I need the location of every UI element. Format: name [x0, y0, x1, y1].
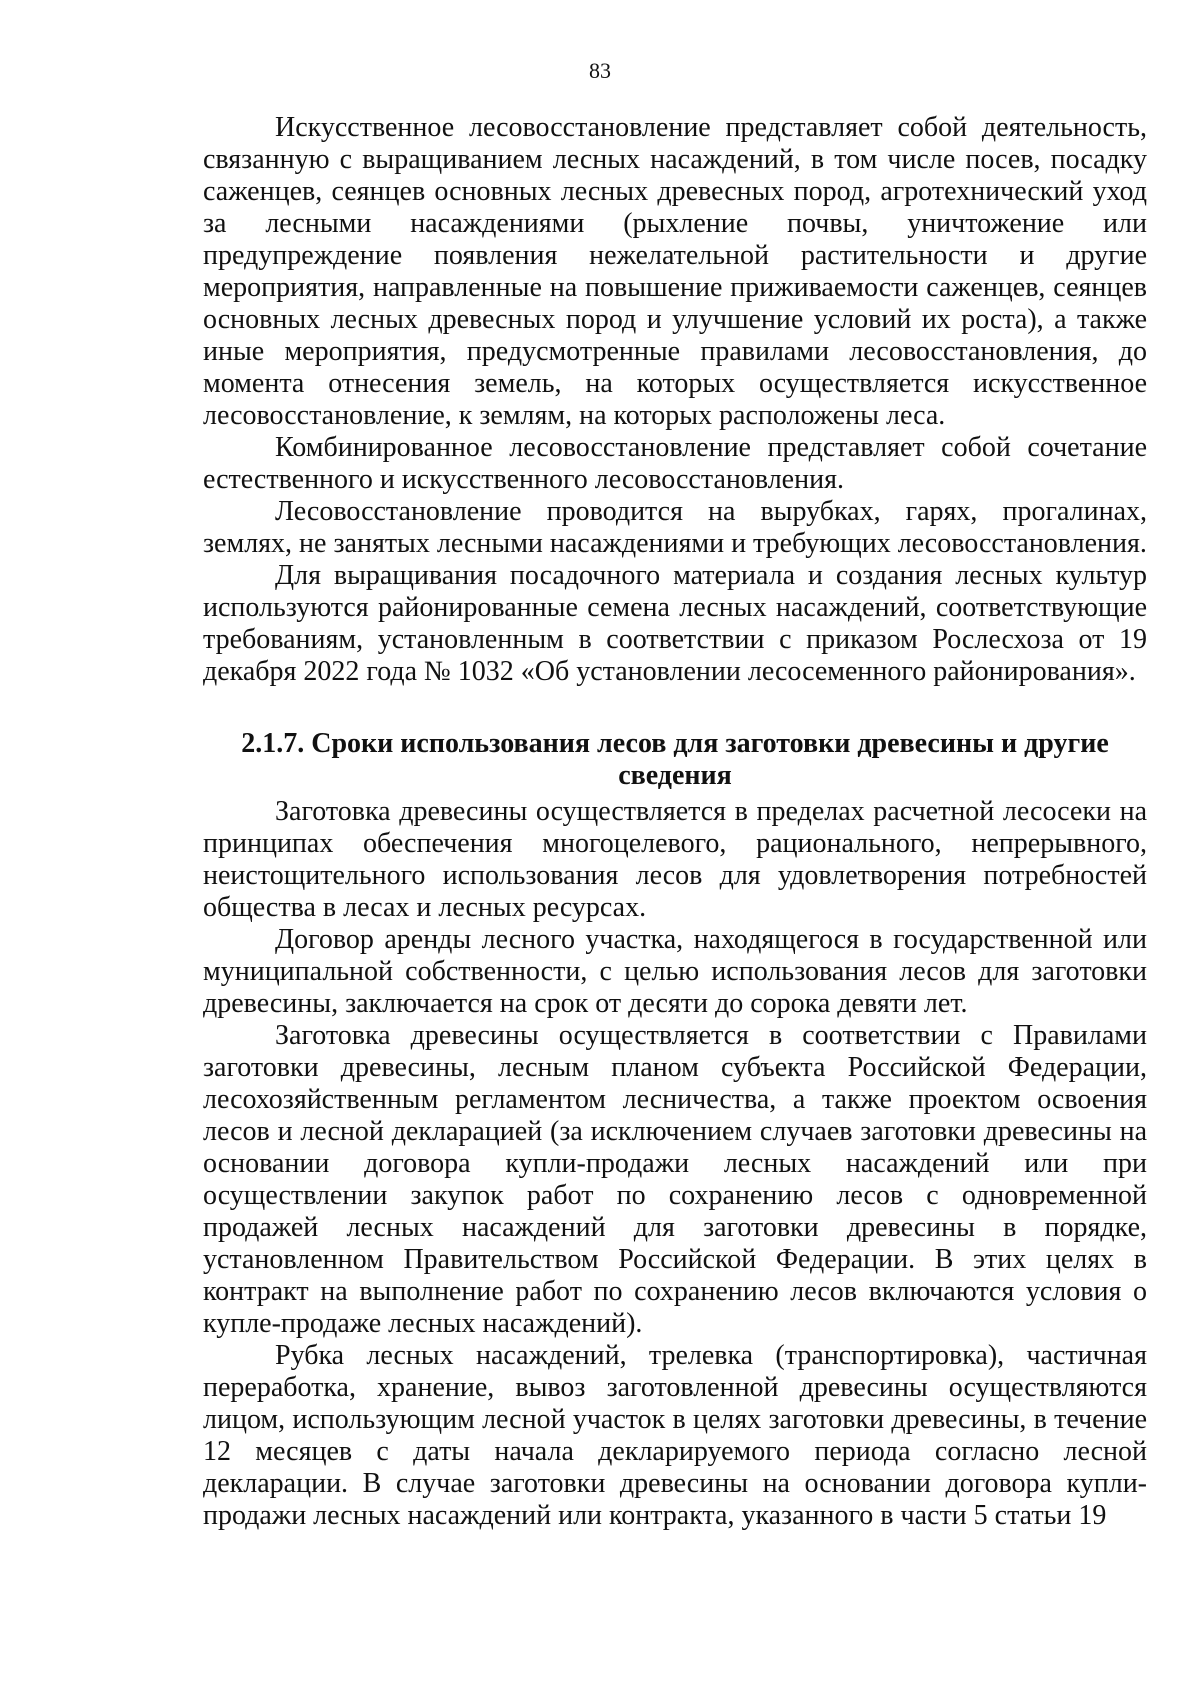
paragraph-harvesting-rules: Заготовка древесины осуществляется в соответствии с Правилами заготовки древесины, лесным планом субъекта Российской Федерации, лесохозяйственным регламентом лесничества, а также проектом освоения лесов и лесной декларацией (за исключением случаев заготовки древесины на основании договора купли-продажи лесных насаждений или при осуществлении закупок работ по сохранению лесов с одновременной продажей лесных насаждений для заготовки древесины в порядке, установленном Правительством Российской Федерации. В этих целях в контракт на выполнение работ по сохранению лесов включаются условия о купле-продаже лесных насаждений). — [203, 1020, 1147, 1339]
paragraph-artificial-reforestation: Искусственное лесовосстановление представляет собой деятельность, связанную с выращиванием лесных насаждений, в том числе посев, посадку саженцев, сеянцев основных лесных древесных пород, агротехнический уход за лесными насаждениями (рыхление почвы, уничтожение или предупреждение появления нежелательной растительности и другие мероприятия, направленные на повышение приживаемости саженцев, сеянцев основных лесных древесных пород и улучшение условий их роста), а также иные мероприятия, предусмотренные правилами лесовосстановления, до момента отнесения земель, на которых осуществляется искусственное лесовосстановление, к землям, на которых расположены леса. — [203, 112, 1147, 431]
paragraph-lease-term: Договор аренды лесного участка, находящегося в государственной или муниципальной собственности, с целью использования лесов для заготовки древесины, заключается на срок от десяти до сорока девяти лет. — [203, 924, 1147, 1019]
document-body — [203, 112, 1147, 1532]
paragraph-combined-reforestation: Комбинированное лесовосстановление представляет собой сочетание естественного и искусственного лесовосстановления. — [203, 432, 1147, 495]
paragraph-harvesting-principles: Заготовка древесины осуществляется в пределах расчетной лесосеки на принципах обеспечения многоцелевого, рационального, непрерывного, неистощительного использования лесов для удовлетворения потребностей общества в лесах и лесных ресурсах. — [203, 796, 1147, 923]
paragraph-harvesting-period: Рубка лесных насаждений, трелевка (транспортировка), частичная переработка, хранение, вывоз заготовленной древесины осуществляются лицом, использующим лесной участок в целях заготовки древесины, в течение 12 месяцев с даты начала декларируемого периода согласно лесной декларации. В случае заготовки древесины на основании договора купли-продажи лесных насаждений или контракта, указанного в части 5 статьи 19 — [203, 1340, 1147, 1531]
paragraph-seed-requirements: Для выращивания посадочного материала и создания лесных культур используются районированные семена лесных насаждений, соответствующие требованиям, установленным в соответствии с приказом Рослесхоза от 19 декабря 2022 года № 1032 «Об установлении лесосеменного районирования». — [203, 560, 1147, 687]
section-heading: 2.1.7. Сроки использования лесов для заготовки древесины и другие сведения — [241, 728, 1109, 791]
paragraph-reforestation-sites: Лесовосстановление проводится на вырубках, гарях, прогалинах, землях, не занятых лесными насаждениями и требующих лесовосстановления. — [203, 496, 1147, 559]
page-number: 83 — [589, 58, 611, 83]
